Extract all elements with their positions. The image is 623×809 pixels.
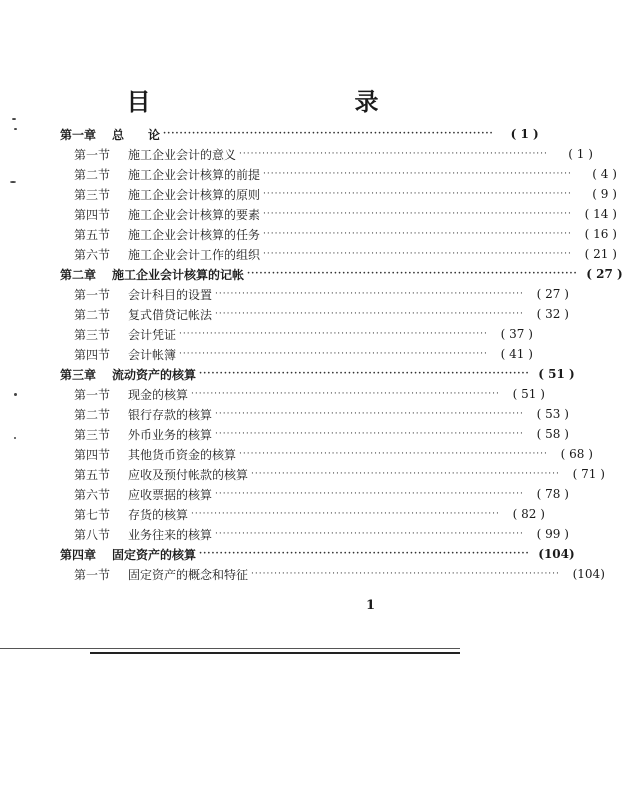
toc-leader-dots: ················································································ xyxy=(199,369,530,379)
scan-speck xyxy=(14,128,17,130)
toc-entry-number: 第五节 xyxy=(74,467,111,482)
toc-entry-label: 流动资产的核算 xyxy=(112,367,197,382)
toc-leader-dots: ················································································ xyxy=(263,209,572,219)
toc-entry-label: 施工企业会计工作的组织 xyxy=(128,247,261,262)
toc-section-row xyxy=(60,524,569,544)
toc-entry-label: 施工企业会计核算的原则 xyxy=(128,187,261,202)
toc-entry-page: ( 53 ) xyxy=(536,407,569,421)
toc-leader-dots: ················································································ xyxy=(163,129,494,139)
toc-leader-dots: ················································································ xyxy=(215,409,524,419)
toc-entry-number: 第二节 xyxy=(74,407,111,422)
toc-entry-number: 第二节 xyxy=(74,167,111,182)
toc-entry-number: 第三章 xyxy=(60,367,97,382)
toc-entry-number: 第四节 xyxy=(74,347,111,362)
toc-leader-dots: ················································································ xyxy=(263,249,572,259)
toc-entry-page: ( 51 ) xyxy=(538,367,575,381)
toc-entry-page: (104) xyxy=(572,567,605,581)
toc-leader-dots: ················································································ xyxy=(215,529,524,539)
toc-chapter-row xyxy=(60,124,539,144)
toc-entry-number: 第一节 xyxy=(74,287,111,302)
footer-rule-thick xyxy=(90,652,460,654)
scan-speck xyxy=(14,393,17,396)
toc-entry-label: 固定资产的概念和特征 xyxy=(128,567,249,582)
toc-leader-dots: ················································································ xyxy=(263,169,572,179)
toc-section-row xyxy=(60,304,569,324)
toc-section-row xyxy=(60,424,569,444)
toc-entry-label: 存货的核算 xyxy=(128,507,189,522)
toc-entry-page: ( 32 ) xyxy=(536,307,569,321)
toc-leader-dots: ················································································ xyxy=(263,229,572,239)
toc-entry-label: 施工企业会计核算的前提 xyxy=(128,167,261,182)
toc-entry-page: ( 14 ) xyxy=(584,207,617,221)
toc-entry-number: 第五节 xyxy=(74,227,111,242)
toc-entry-label: 施工企业会计核算的记帐 xyxy=(112,267,245,282)
toc-section-row xyxy=(60,204,617,224)
toc-leader-dots: ················································································ xyxy=(199,549,530,559)
toc-entry-page: ( 27 ) xyxy=(586,267,623,281)
toc-entry-label: 施工企业会计核算的任务 xyxy=(128,227,261,242)
toc-entry-number: 第六节 xyxy=(74,247,111,262)
toc-entry-number: 第一节 xyxy=(74,147,111,162)
toc-entry-label: 固定资产的核算 xyxy=(112,547,197,562)
toc-section-row xyxy=(60,284,569,304)
toc-section-row xyxy=(60,504,545,524)
toc-section-row xyxy=(60,444,593,464)
toc-entry-label: 会计凭证 xyxy=(128,327,177,342)
toc-entry-page: ( 82 ) xyxy=(512,507,545,521)
toc-leader-dots: ················································································ xyxy=(215,289,524,299)
toc-section-row xyxy=(60,164,617,184)
toc-section-row xyxy=(60,244,617,264)
page-title: 目 录 xyxy=(126,87,431,116)
scan-speck xyxy=(10,181,16,183)
toc-entry-number: 第四节 xyxy=(74,447,111,462)
toc-entry-page: ( 9 ) xyxy=(592,187,617,201)
toc-section-row xyxy=(60,484,569,504)
toc-entry-page: ( 68 ) xyxy=(560,447,593,461)
toc-entry-label: 外币业务的核算 xyxy=(128,427,213,442)
toc-entry-number: 第六节 xyxy=(74,487,111,502)
toc-entry-number: 第八节 xyxy=(74,527,111,542)
toc-section-row xyxy=(60,184,617,204)
toc-leader-dots: ················································································ xyxy=(251,569,560,579)
toc-section-row xyxy=(60,144,593,164)
toc-section-row xyxy=(60,404,569,424)
toc-entry-number: 第四节 xyxy=(74,207,111,222)
toc-section-row xyxy=(60,464,605,484)
toc-section-row xyxy=(60,224,617,244)
toc-entry-page: ( 51 ) xyxy=(512,387,545,401)
toc-entry-label: 业务往来的核算 xyxy=(128,527,213,542)
toc-entry-label: 总 论 xyxy=(112,127,161,142)
toc-entry-number: 第三节 xyxy=(74,327,111,342)
footer-rule xyxy=(0,648,460,649)
toc-chapter-row xyxy=(60,264,623,284)
toc-leader-dots: ················································································ xyxy=(215,489,524,499)
toc-entry-page: ( 4 ) xyxy=(592,167,617,181)
toc-leader-dots: ················································································ xyxy=(239,449,548,459)
toc-chapter-row xyxy=(60,364,575,384)
toc-entry-number: 第一节 xyxy=(74,387,111,402)
toc-entry-label: 施工企业会计核算的要素 xyxy=(128,207,261,222)
toc-entry-label: 会计帐簿 xyxy=(128,347,177,362)
toc-entry-label: 复式借贷记帐法 xyxy=(128,307,213,322)
toc-leader-dots: ················································································ xyxy=(263,189,572,199)
toc-entry-page: (104) xyxy=(538,547,575,561)
toc-entry-page: ( 27 ) xyxy=(536,287,569,301)
toc-leader-dots: ················································································ xyxy=(179,329,488,339)
toc-leader-dots: ················································································ xyxy=(215,309,524,319)
toc-entry-label: 应收及预付帐款的核算 xyxy=(128,467,249,482)
toc-entry-label: 现金的核算 xyxy=(128,387,189,402)
toc-entry-number: 第二章 xyxy=(60,267,97,282)
toc-entry-number: 第二节 xyxy=(74,307,111,322)
scan-speck xyxy=(12,118,16,120)
toc-leader-dots: ················································································ xyxy=(179,349,488,359)
toc-entry-number: 第一章 xyxy=(60,127,97,142)
toc-entry-page: ( 78 ) xyxy=(536,487,569,501)
toc-entry-number: 第一节 xyxy=(74,567,111,582)
toc-chapter-row xyxy=(60,544,575,564)
toc-entry-number: 第七节 xyxy=(74,507,111,522)
page-number: 1 xyxy=(366,598,376,613)
toc-entry-page: ( 99 ) xyxy=(536,527,569,541)
toc-leader-dots: ················································································ xyxy=(191,509,500,519)
toc-entry-page: ( 1 ) xyxy=(568,147,593,161)
toc-section-row xyxy=(60,564,605,584)
toc-entry-label: 银行存款的核算 xyxy=(128,407,213,422)
toc-entry-label: 其他货币资金的核算 xyxy=(128,447,237,462)
toc-section-row xyxy=(60,324,533,344)
toc-entry-page: ( 1 ) xyxy=(510,127,539,141)
toc-entry-label: 应收票据的核算 xyxy=(128,487,213,502)
toc-entry-label: 施工企业会计的意义 xyxy=(128,147,237,162)
toc-leader-dots: ················································································ xyxy=(247,269,578,279)
toc-entry-number: 第三节 xyxy=(74,427,111,442)
toc-entry-page: ( 37 ) xyxy=(500,327,533,341)
toc-section-row xyxy=(60,344,533,364)
toc-entry-page: ( 58 ) xyxy=(536,427,569,441)
toc-entry-page: ( 21 ) xyxy=(584,247,617,261)
toc-section-row xyxy=(60,384,545,404)
toc-entry-number: 第三节 xyxy=(74,187,111,202)
table-of-contents xyxy=(60,124,623,584)
toc-entry-page: ( 71 ) xyxy=(572,467,605,481)
toc-leader-dots: ················································································ xyxy=(239,149,548,159)
toc-entry-page: ( 41 ) xyxy=(500,347,533,361)
toc-leader-dots: ················································································ xyxy=(191,389,500,399)
toc-leader-dots: ················································································ xyxy=(251,469,560,479)
toc-leader-dots: ················································································ xyxy=(215,429,524,439)
scan-speck xyxy=(14,437,16,439)
toc-entry-page: ( 16 ) xyxy=(584,227,617,241)
toc-entry-label: 会计科目的设置 xyxy=(128,287,213,302)
toc-entry-number: 第四章 xyxy=(60,547,97,562)
